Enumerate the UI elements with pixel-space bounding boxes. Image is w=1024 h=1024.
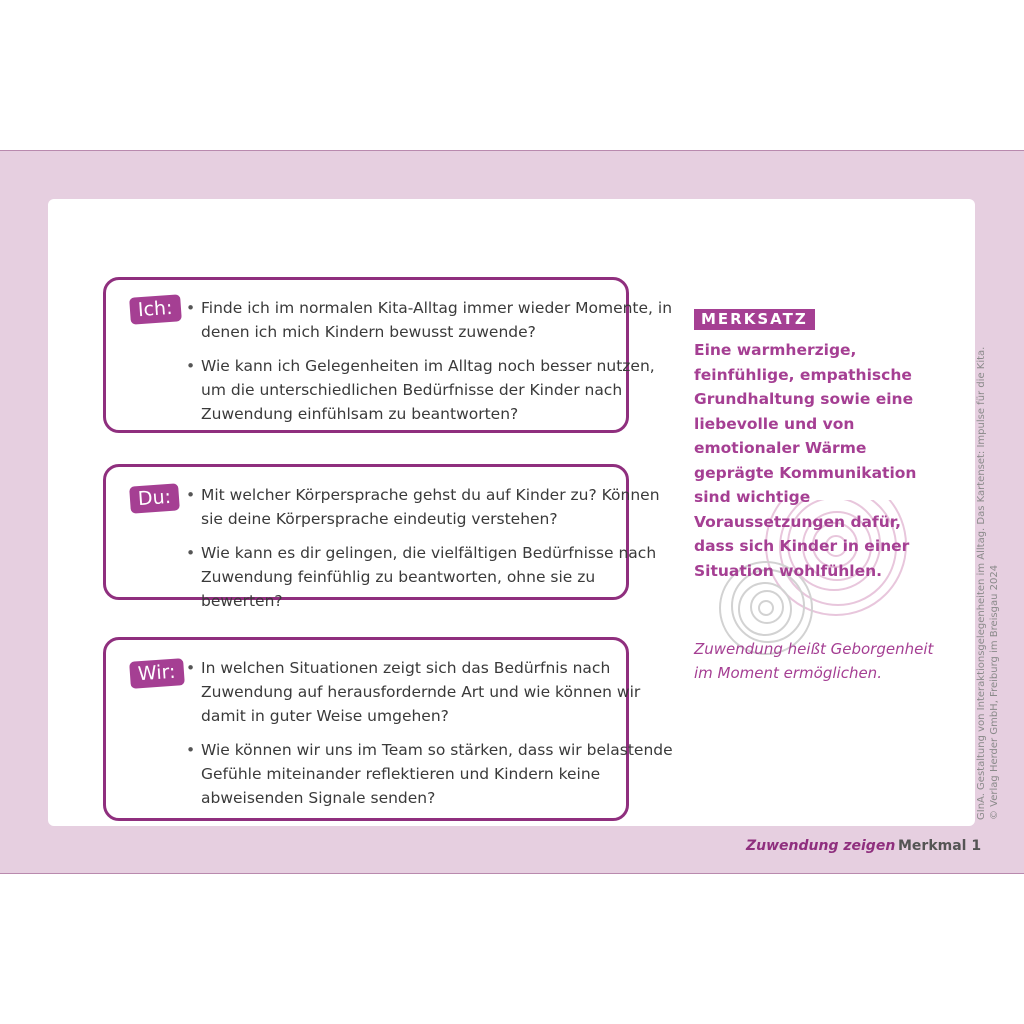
question-text: Wie kann ich Gelegenheiten im Alltag noch besser nutzen, um die unterschiedlichen Bedürfnisse der Kinder nach Zuwendung einfühlsam zu beantworten? (201, 357, 655, 423)
quote-text: Zuwendung heißt Geborgenheit im Moment ermöglichen. (694, 640, 934, 682)
list-item (186, 541, 676, 613)
merksatz-label: MERKSATZ (694, 309, 815, 330)
list-item (186, 296, 676, 344)
list-item (186, 656, 676, 728)
question-list-du (186, 483, 676, 623)
bullet-icon: • (186, 659, 196, 677)
tag-du: Du: (129, 483, 180, 513)
bullet-icon: • (186, 299, 196, 317)
side-line-1: GInA. Gestaltung von Interaktionsgelegenheiten im Alltag. Das Kartenset: Impulse für die Kita. (976, 346, 987, 820)
tag-ich: Ich: (129, 294, 181, 324)
bullet-icon: • (186, 741, 196, 759)
side-line-2: © Verlag Herder GmbH, Freiburg im Breisgau 2024 (989, 564, 1000, 820)
question-list-ich (186, 296, 676, 436)
copyright-side-text (975, 340, 1001, 820)
bullet-icon: • (186, 357, 196, 375)
question-text: Mit welcher Körpersprache gehst du auf Kinder zu? Können sie deine Körpersprache eindeutig verstehen? (201, 486, 660, 528)
list-item (186, 483, 676, 531)
bullet-icon: • (186, 544, 196, 562)
question-list-wir (186, 656, 676, 820)
bullet-icon: • (186, 486, 196, 504)
footer-merkmal: Merkmal 1 (898, 838, 982, 854)
question-text: Finde ich im normalen Kita-Alltag immer wieder Momente, in denen ich mich Kindern bewusst zuwende? (201, 299, 673, 341)
tag-wir: Wir: (129, 658, 184, 689)
question-box-ich (103, 277, 673, 433)
list-item (186, 738, 676, 810)
merksatz-text: Eine warmherzige, feinfühlige, empathische Grundhaltung sowie eine liebevolle und von emotionaler Wärme geprägte Kommunikation sind wichtige Voraussetzungen dafür, dass sich Kinder in einer Situation wohlfühlen. (694, 341, 917, 580)
question-box-wir (103, 637, 673, 821)
footer-title: Zuwendung zeigen (746, 838, 896, 854)
question-text: Wie können wir uns im Team so stärken, dass wir belastende Gefühle miteinander reflektieren und Kindern keine abweisenden Signale senden? (201, 741, 673, 807)
list-item (186, 354, 676, 426)
question-text: In welchen Situationen zeigt sich das Bedürfnis nach Zuwendung auf herausfordernde Art und wie können wir damit in guter Weise umgehen? (201, 659, 641, 725)
question-text: Wie kann es dir gelingen, die vielfältigen Bedürfnisse nach Zuwendung feinfühlig zu beantworten, ohne sie zu bewerten? (201, 544, 657, 610)
question-box-du (103, 464, 660, 610)
